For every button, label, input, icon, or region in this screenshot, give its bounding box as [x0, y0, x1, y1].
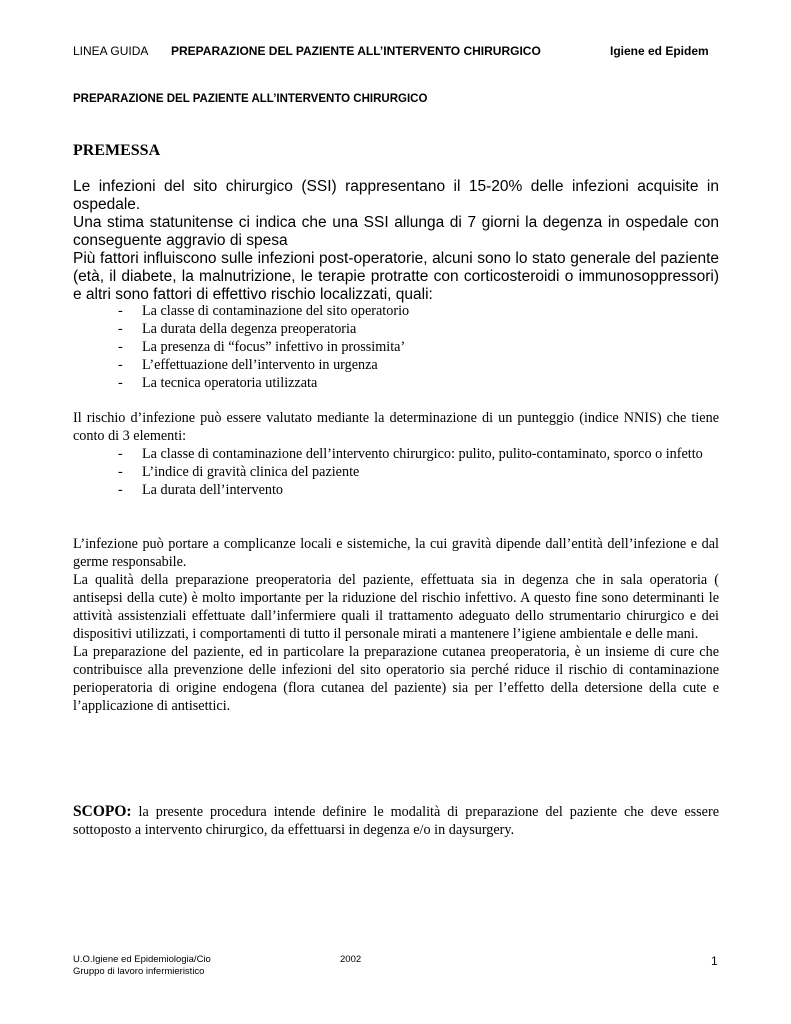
risk-factors-list [73, 302, 719, 392]
scopo-text: la presente procedura intende definire le modalità di preparazione del paziente che deve essere sottoposto a intervento chirurgico, da effettuarsi in degenza e/o in daysurgery. [73, 804, 719, 838]
nnis-elements-list [73, 445, 719, 499]
intro-text [73, 178, 719, 304]
header-department: Igiene ed Epidem [610, 44, 709, 58]
body-paragraph: La preparazione del paziente, ed in particolare la preparazione cutanea preoperatoria, è un insieme di cure che contribuisce alla prevenzione delle infezioni del sito operatorio sia perché riduce il rischio di contaminazione perioperatoria di origine endogena (flora cutanea del paziente) sia per l’effetto della detersione della cute e l’applicazione di antisettici. [73, 644, 719, 714]
header-title: PREPARAZIONE DEL PAZIENTE ALL’INTERVENTO CHIRURGICO [171, 44, 541, 58]
footer-unit [73, 954, 211, 978]
page-header [73, 44, 723, 60]
list-item: - La durata dell’intervento [73, 481, 719, 499]
intro-paragraph: Più fattori influiscono sulle infezioni post-operatorie, alcuni sono lo stato generale del paziente (età, il diabete, la malnutrizione, le terapie protratte con corticosteroidi o immunosoppressori) e altri sono fattori di effettivo rischio localizzati, quali: [73, 250, 719, 303]
scopo-section [73, 803, 719, 839]
page-number: 1 [711, 954, 718, 968]
section-heading-premessa: PREMESSA [73, 142, 161, 159]
list-item: - L’indice di gravità clinica del paziente [73, 463, 719, 481]
footer-group-name: Gruppo di lavoro infermieristico [73, 966, 205, 977]
footer-year: 2002 [340, 954, 362, 965]
body-paragraph: La qualità della preparazione preoperatoria del paziente, effettuata sia in degenza che in sala operatoria ( antisepsi della cute) è molto importante per la riduzione del rischio infettivo. A questo fine sono determinanti le attività assistenziali effettuate dall’infermiere quali il trattamento adeguato dello strumentario chirurgico e dei dispositivi utilizzati, i comportamenti di tutto il personale mirati a mantenere l’igiene ambientale e delle mani. [73, 572, 719, 642]
list-item: - La classe di contaminazione del sito operatorio [73, 302, 719, 320]
document-title: PREPARAZIONE DEL PAZIENTE ALL’INTERVENTO CHIRURGICO [73, 93, 428, 105]
footer-unit-name: U.O.Igiene ed Epidemiologia/Cio [73, 954, 211, 965]
intro-paragraph: Le infezioni del sito chirurgico (SSI) rappresentano il 15-20% delle infezioni acquisite in ospedale. [73, 178, 719, 213]
list-item: - La tecnica operatoria utilizzata [73, 374, 719, 392]
header-doc-type: LINEA GUIDA [73, 44, 149, 58]
nnis-section [73, 409, 719, 499]
list-item: - La durata della degenza preoperatoria [73, 320, 719, 338]
list-item: - La presenza di “focus” infettivo in prossimita’ [73, 338, 719, 356]
list-item: - L’effettuazione dell’intervento in urgenza [73, 356, 719, 374]
body-paragraph: L’infezione può portare a complicanze locali e sistemiche, la cui gravità dipende dall’entità dell’infezione e dal germe responsabile. [73, 536, 719, 570]
body-text [73, 535, 719, 715]
nnis-intro: Il rischio d’infezione può essere valutato mediante la determinazione di un punteggio (indice NNIS) che tiene conto di 3 elementi: [73, 410, 719, 444]
list-item: - La classe di contaminazione dell’intervento chirurgico: pulito, pulito-contaminato, sporco o infetto [73, 445, 719, 463]
intro-paragraph: Una stima statunitense ci indica che una SSI allunga di 7 giorni la degenza in ospedale con conseguente aggravio di spesa [73, 214, 719, 249]
scopo-label: SCOPO: [73, 803, 132, 820]
